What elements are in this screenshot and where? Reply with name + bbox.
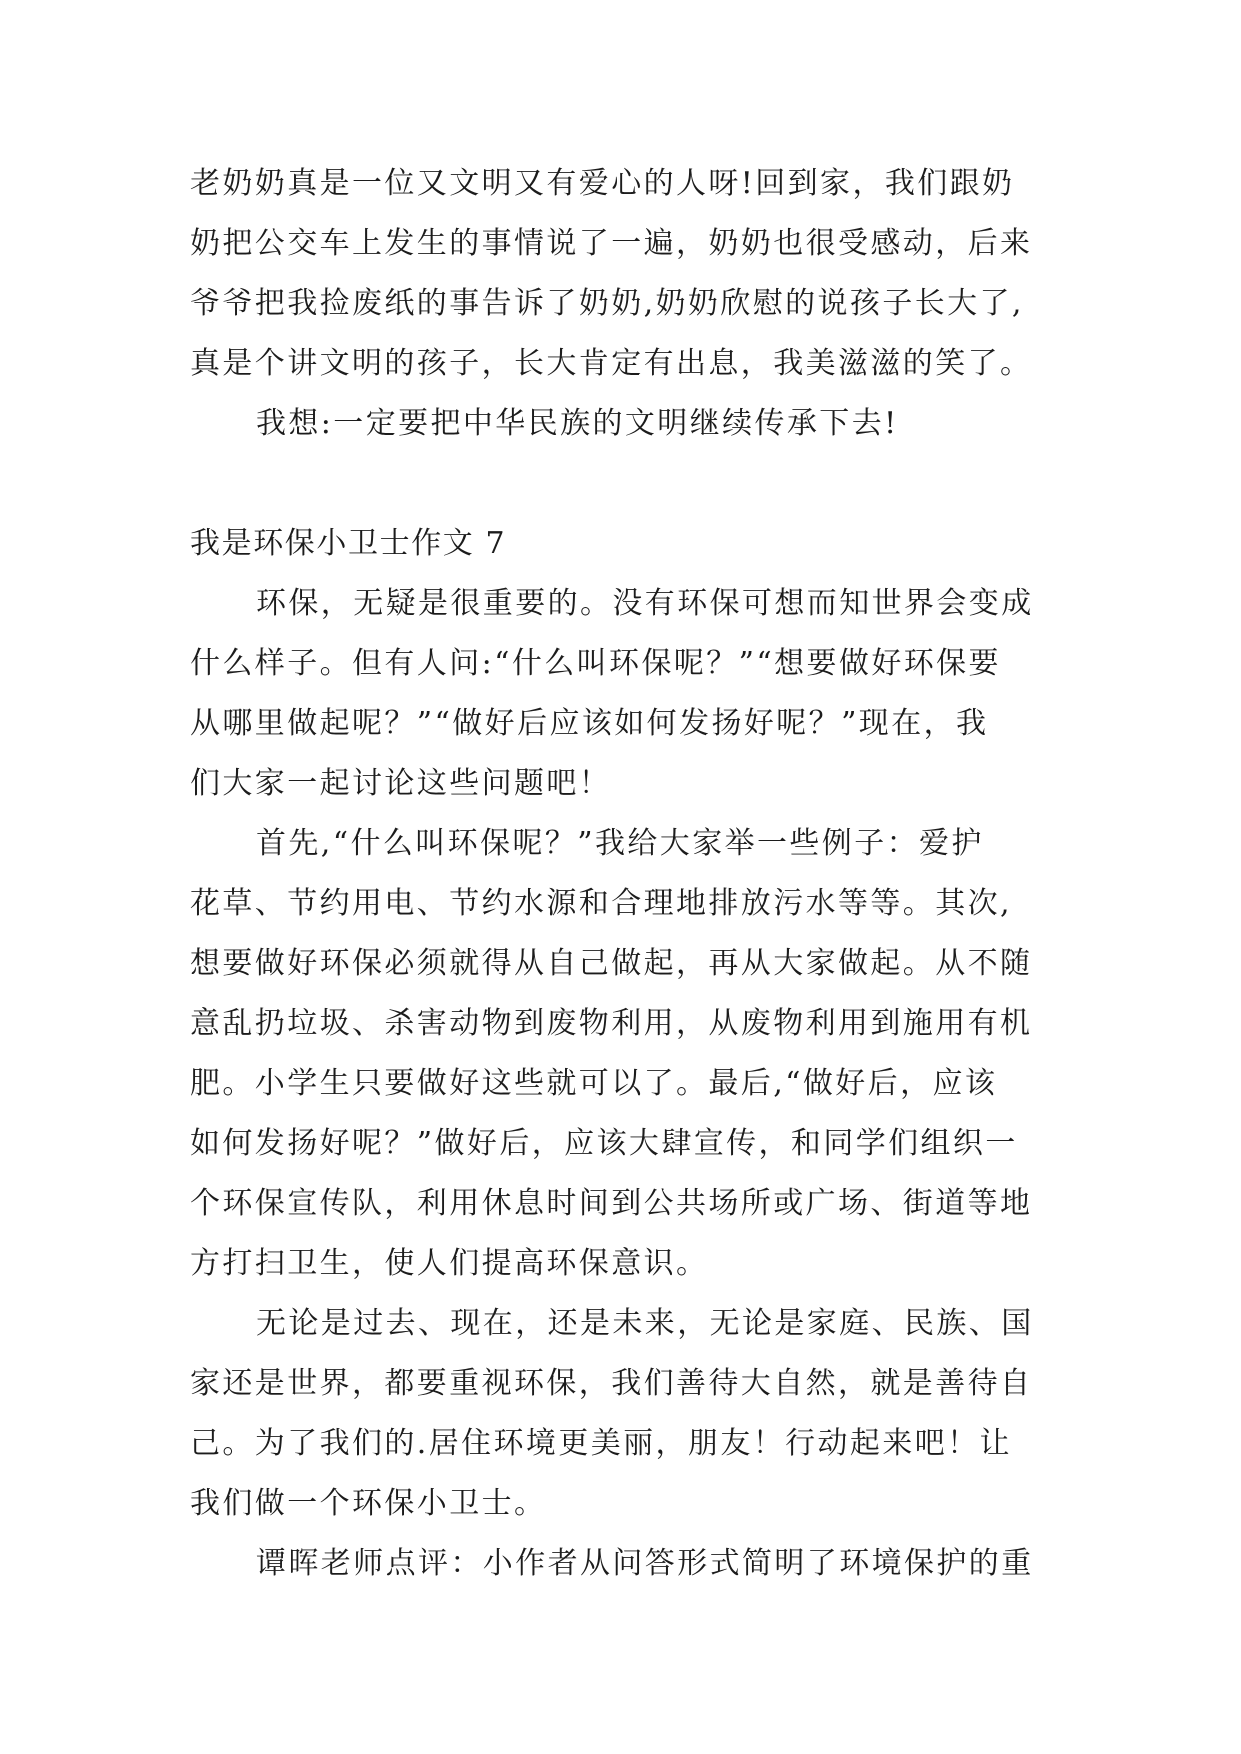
para2-line-3: 想要做好环保必须就得从自己做起，再从大家做起。从不随 [190, 946, 1033, 981]
para2-line-8: 方打扫卫生，使人们提高环保意识。 [190, 1246, 709, 1281]
intro-line-3: 爷爷把我捡废纸的事告诉了奶奶,奶奶欣慰的说孩子长大了, [190, 286, 1024, 321]
para2-line-2: 花草、节约用电、节约水源和合理地排放污水等等。其次, [190, 886, 1012, 921]
section-spacer [190, 454, 1060, 514]
essay-title: 我是环保小卫士作文 7 [190, 526, 507, 561]
para1-line-2: 什么样子。但有人问:“什么叫环保呢？”“想要做好环保要 [190, 646, 1001, 681]
intro-closing-line: 我想:一定要把中华民族的文明继续传承下去! [256, 406, 899, 441]
para2-line-7: 个环保宣传队，利用休息时间到公共场所或广场、街道等地 [190, 1186, 1033, 1221]
teacher-comment-line: 谭晖老师点评：小作者从问答形式简明了环境保护的重 [256, 1546, 1034, 1581]
para3-line-3: 己。为了我们的.居住环境更美丽，朋友！行动起来吧！让 [190, 1426, 1012, 1461]
intro-line-1: 老奶奶真是一位又文明又有爱心的人呀!回到家，我们跟奶 [190, 166, 1015, 201]
para2-line-5: 肥。小学生只要做好这些就可以了。最后,“做好后，应该 [190, 1066, 998, 1101]
para3-line-1: 无论是过去、现在，还是未来，无论是家庭、民族、国 [256, 1306, 1034, 1341]
intro-line-4: 真是个讲文明的孩子，长大肯定有出息，我美滋滋的笑了。 [190, 346, 1033, 381]
intro-line-2: 奶把公交车上发生的事情说了一遍，奶奶也很受感动，后来 [190, 226, 1033, 261]
para1-line-4: 们大家一起讨论这些问题吧！ [190, 766, 612, 801]
para1-line-3: 从哪里做起呢？”“做好后应该如何发扬好呢？”现在，我 [190, 706, 989, 741]
para1-line-1: 环保，无疑是很重要的。没有环保可想而知世界会变成 [256, 586, 1034, 621]
para3-line-2: 家还是世界，都要重视环保，我们善待大自然，就是善待自 [190, 1366, 1033, 1401]
para2-line-4: 意乱扔垃圾、杀害动物到废物利用，从废物利用到施用有机 [190, 1006, 1033, 1041]
para2-line-6: 如何发扬好呢？”做好后，应该大肆宣传，和同学们组织一 [190, 1126, 1018, 1161]
para3-line-4: 我们做一个环保小卫士。 [190, 1486, 547, 1521]
document-body [190, 154, 1060, 1594]
para2-line-1: 首先,“什么叫环保呢？”我给大家举一些例子：爱护 [256, 826, 984, 861]
